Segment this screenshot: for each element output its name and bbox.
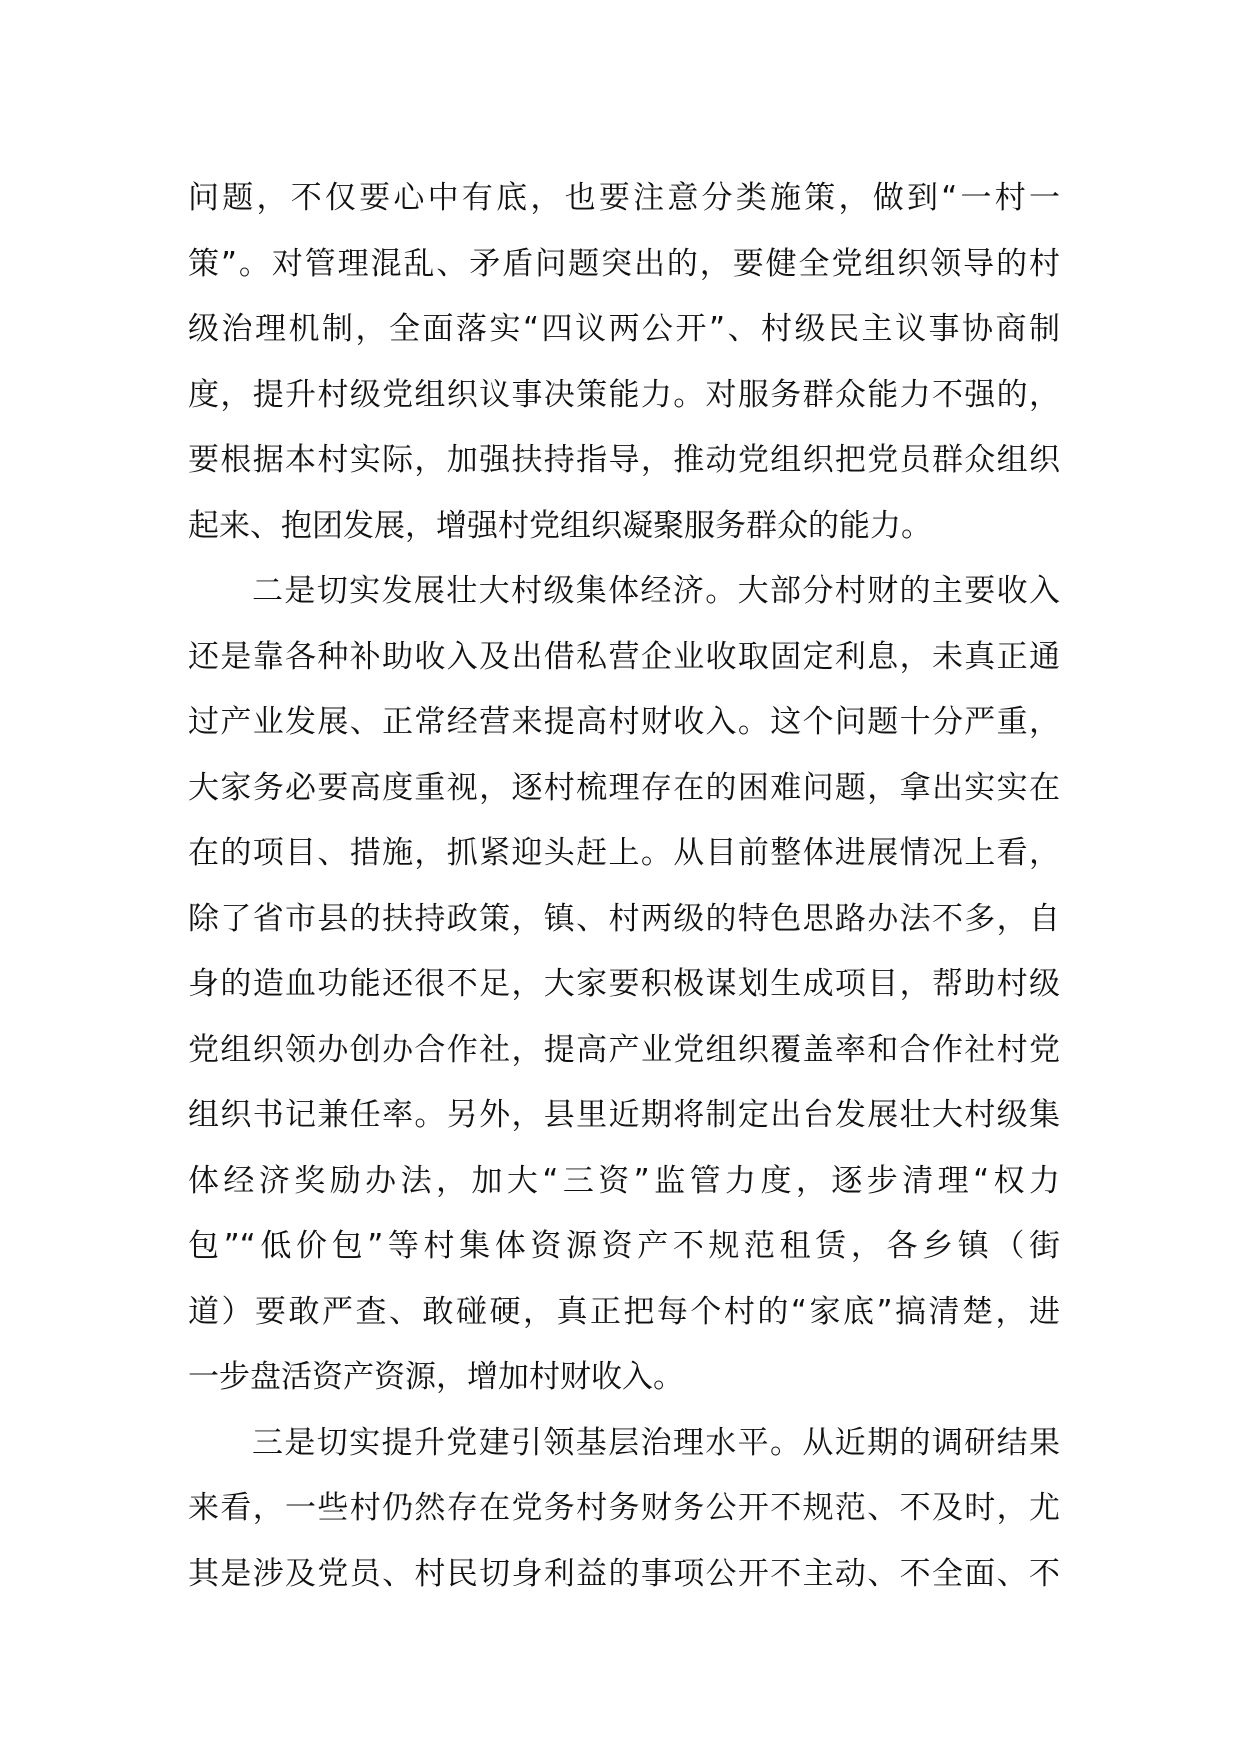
paragraph-2-line-7: 身的造血功能还很不足，大家要积极谋划生成项目，帮助村级 <box>188 966 1060 1002</box>
paragraph-2-line-6: 除了省市县的扶持政策，镇、村两级的特色思路办法不多，自 <box>188 900 1060 937</box>
paragraph-2-line-8: 党组织领办创办合作社，提高产业党组织覆盖率和合作社村党 <box>188 1031 1060 1068</box>
paragraph-1-line-5: 要根据本村实际，加强扶持指导，推动党组织把党员群众组织 <box>188 442 1060 478</box>
paragraph-1-line-4: 度，提升村级党组织议事决策能力。对服务群众能力不强的， <box>188 376 1060 413</box>
paragraph-3-line-2: 来看，一些村仍然存在党务村务财务公开不规范、不及时，尤 <box>188 1490 1060 1526</box>
paragraph-1-line-1: 问题，不仅要心中有底，也要注意分类施策，做到“一村一 <box>188 180 1060 216</box>
paragraph-2-line-10: 体经济奖励办法，加大“三资”监管力度，逐步清理“权力 <box>188 1162 1060 1199</box>
paragraph-1-line-3: 级治理机制，全面落实“四议两公开”、村级民主议事协商制 <box>188 311 1060 347</box>
document-body <box>188 166 1060 1607</box>
paragraph-1-line-6: 起来、抱团发展，增强村党组织凝聚服务群众的能力。 <box>188 507 932 544</box>
paragraph-2-line-4: 大家务必要高度重视，逐村梳理存在的困难问题，拿出实实在 <box>188 769 1060 806</box>
paragraph-2-line-5: 在的项目、措施，抓紧迎头赶上。从目前整体进展情况上看， <box>188 835 1060 871</box>
paragraph-2-line-1: 二是切实发展壮大村级集体经济。大部分村财的主要收入 <box>252 573 1060 609</box>
paragraph-2-line-12: 道）要敢严查、敢碰硬，真正把每个村的“家底”搞清楚，进 <box>188 1293 1060 1330</box>
paragraph-3-line-3: 其是涉及党员、村民切身利益的事项公开不主动、不全面、不 <box>188 1555 1060 1592</box>
paragraph-2-line-2: 还是靠各种补助收入及出借私营企业收取固定利息，未真正通 <box>188 638 1060 675</box>
paragraph-2-line-3: 过产业发展、正常经营来提高村财收入。这个问题十分严重， <box>188 704 1060 740</box>
paragraph-1-line-2: 策”。对管理混乱、矛盾问题突出的，要健全党组织领导的村 <box>188 245 1060 282</box>
paragraph-2-line-11: 包”“低价包”等村集体资源资产不规范租赁，各乡镇（街 <box>188 1228 1060 1264</box>
paragraph-3-line-1: 三是切实提升党建引领基层治理水平。从近期的调研结果 <box>252 1424 1060 1461</box>
paragraph-2-line-9: 组织书记兼任率。另外，县里近期将制定出台发展壮大村级集 <box>188 1097 1060 1133</box>
paragraph-2-line-13: 一步盘活资产资源，增加村财收入。 <box>188 1359 684 1395</box>
